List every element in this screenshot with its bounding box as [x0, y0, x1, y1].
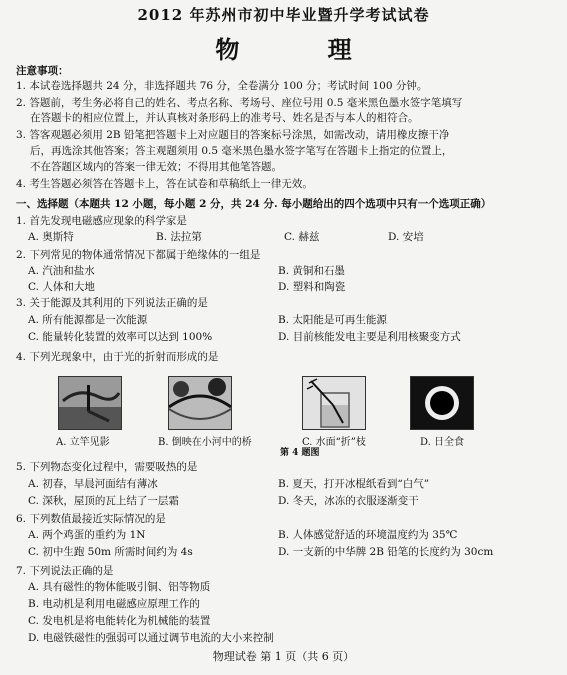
bent-stick-image — [302, 376, 366, 430]
question-stem: 4. 下列光现象中，由于光的折射而形成的是 — [16, 351, 219, 363]
options-row — [28, 230, 558, 244]
option: B. 黄铜和石墨 — [278, 265, 345, 277]
option: A. 所有能源都是一次能源 — [28, 314, 148, 326]
options-row — [28, 494, 558, 508]
options-row — [28, 330, 558, 344]
solar-eclipse-image — [410, 376, 474, 430]
options-row — [28, 264, 558, 278]
note-line: 1. 本试卷选择题共 24 分，非选择题共 76 分，全卷满分 100 分；考试时间 100 分钟。 — [16, 80, 428, 92]
option: D. 电磁铁磁性的强弱可以通过调节电流的大小来控制 — [28, 632, 274, 644]
note-line: 2. 答题前，考生务必将自己的姓名、考点名称、考场号、座位号用 0.5 毫米黑色墨水签字笔填写 — [16, 97, 463, 109]
options-row — [28, 528, 558, 542]
options-row — [28, 280, 558, 294]
page-footer: 物理试卷 第 1 页（共 6 页） — [212, 650, 355, 663]
note-line: 后，再选涂其他答案；答主观题须用 0.5 毫米黑色墨水签字笔写在答题卡上指定的位置上， — [30, 145, 453, 157]
option: B. 法拉第 — [156, 231, 202, 243]
option: B. 夏天，打开冰棍纸看到“白气” — [278, 478, 430, 490]
options-row — [28, 313, 558, 327]
pole-shadow-image — [58, 376, 122, 430]
option: D. 一支新的中华牌 2B 铅笔的长度约为 30cm — [278, 546, 494, 558]
figure-caption: C. 水面“折”枝 — [302, 437, 366, 448]
option: C. 初中生跑 50m 所需时间约为 4s — [28, 546, 193, 558]
option: C. 人体和大地 — [28, 281, 95, 293]
option: D. 安培 — [388, 231, 424, 243]
figure-caption: B. 倒映在小河中的桥 — [158, 437, 252, 448]
option: C. 能量转化装置的效率可以达到 100% — [28, 331, 213, 343]
question-stem: 5. 下列物态变化过程中，需要吸热的是 — [16, 461, 198, 473]
option: C. 深秋，屋顶的瓦上结了一层霜 — [28, 495, 179, 507]
option: B. 电动机是利用电磁感应原理工作的 — [28, 598, 200, 610]
option: C. 赫兹 — [284, 231, 320, 243]
option: D. 塑料和陶瓷 — [278, 281, 346, 293]
option: D. 目前核能发电主要是利用核聚变方式 — [278, 331, 461, 343]
note-line: 不在答题区域内的答案一律无效；不得用其他笔答题。 — [30, 161, 282, 173]
option: A. 汽油和盐水 — [28, 265, 95, 277]
figure-caption: D. 日全食 — [420, 437, 465, 448]
options-row — [28, 477, 558, 491]
option: A. 奥斯特 — [28, 231, 74, 243]
question-stem: 2. 下列常见的物体通常情况下都属于绝缘体的一组是 — [16, 249, 261, 261]
option: D. 冬天，冰冻的衣服逐渐变干 — [278, 495, 419, 507]
question-4-figures — [40, 376, 540, 456]
question-stem: 3. 关于能源及其利用的下列说法正确的是 — [16, 297, 208, 309]
note-line: 3. 答客观题必须用 2B 铅笔把答题卡上对应题目的答案标号涂黑，如需改动，请用橡皮擦干净 — [16, 129, 450, 141]
option: B. 人体感觉舒适的环境温度约为 35℃ — [278, 529, 458, 541]
option: A. 具有磁性的物体能吸引铜、铝等物质 — [28, 581, 211, 593]
question-stem: 7. 下列说法正确的是 — [16, 565, 114, 577]
figure-label: 第 4 题图 — [280, 448, 320, 458]
note-line: 在答题卡的相应位置上，并认真核对条形码上的准考号、姓名是否与本人的相符合。 — [30, 112, 419, 124]
notes-heading: 注意事项： — [16, 65, 69, 77]
bridge-reflection-image — [168, 376, 232, 430]
figure-caption: A. 立竿见影 — [56, 437, 110, 448]
options-row — [28, 545, 558, 559]
option: A. 初春，早晨河面结有薄冰 — [28, 478, 158, 490]
section-heading: 一、选择题（本题共 12 小题，每小题 2 分，共 24 分. 每小题给出的四个选项中只有一个选项正确） — [16, 198, 492, 210]
subject-title: 物 理 — [215, 36, 392, 64]
option: A. 两个鸡蛋的重约为 1N — [28, 529, 146, 541]
option: C. 发电机是将电能转化为机械能的装置 — [28, 615, 211, 627]
option: B. 太阳能是可再生能源 — [278, 314, 387, 326]
question-stem: 1. 首先发现电磁感应现象的科学家是 — [16, 215, 187, 227]
note-line: 4. 考生答题必须答在答题卡上，答在试卷和草稿纸上一律无效。 — [16, 178, 313, 190]
question-stem: 6. 下列数值最接近实际情况的是 — [16, 513, 166, 525]
exam-title: 2012 年苏州市初中毕业暨升学考试试卷 — [137, 6, 430, 24]
